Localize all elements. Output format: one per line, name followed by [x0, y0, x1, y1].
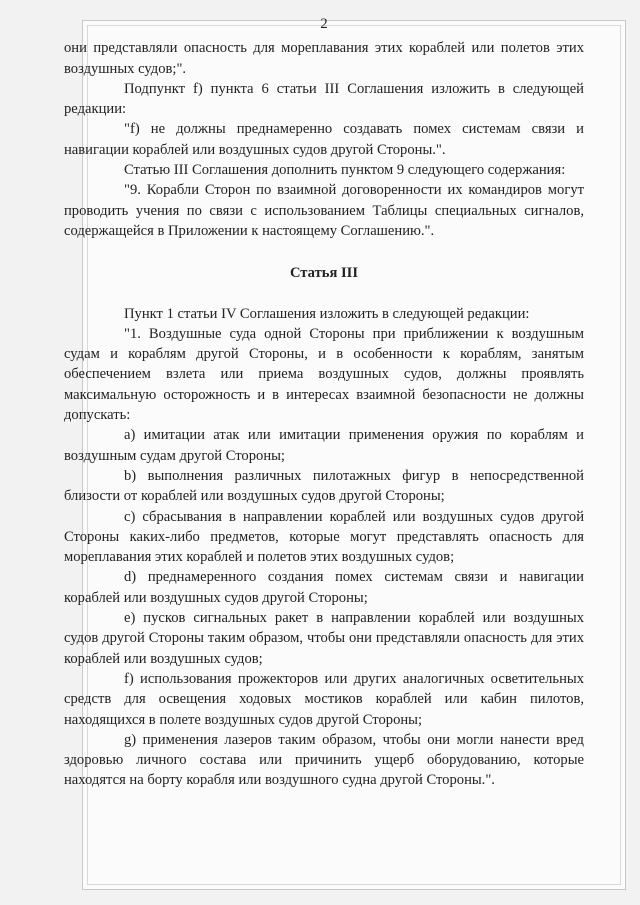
list-item: e) пусков сигнальных ракет в направлении кораблей или воздушных судов другой Стороны таким образом, чтобы они представляли опасность для этих кораблей или воздушных судов;	[64, 610, 584, 667]
list-item: d) преднамеренного создания помех системам связи и навигации кораблей или воздушных судов другой Стороны;	[64, 569, 584, 606]
paragraph: Пункт 1 статьи IV Соглашения изложить в следующей редакции:	[124, 305, 530, 322]
page-number: 2	[320, 16, 328, 32]
paragraph: Подпункт f) пункта 6 статьи III Соглашения изложить в следующей редакции:	[64, 80, 584, 118]
list-item: b) выполнения различных пилотажных фигур в непосредственной близости от кораблей или воздушных судов другой Стороны;	[64, 467, 584, 505]
paragraph: Статью III Соглашения дополнить пунктом 9 следующего содержания:	[124, 162, 566, 179]
list-item: f) использования прожекторов или других аналогичных осветительных средств для освещения ходовых мостиков кораблей или кабин пилотов, находящихся в полете воздушных судов другой Стороны;	[64, 670, 584, 728]
article-heading: Статья III	[289, 265, 359, 282]
paragraph: "9. Корабли Сторон по взаимной договоренности их командиров могут проводить учения по связи с использованием Таблицы специальных сигналов, содержащейся в Приложении к настоящему Соглашению.".	[64, 182, 584, 239]
list-item: g) применения лазеров таким образом, чтобы они могли нанести вред здоровью личного состава или причинить ущерб оборудованию, которые находятся на борту корабля или воздушного судна другой Стороны.".	[64, 731, 584, 789]
paragraph: они представляли опасность для мореплавания этих кораблей или полетов этих воздушных судов;".	[64, 40, 584, 77]
page-content	[64, 14, 584, 791]
list-item: a) имитации атак или имитации применения оружия по кораблям и воздушным судам другой Стороны;	[64, 427, 584, 464]
list-item: c) сбрасывания в направлении кораблей или воздушных судов другой Стороны каких-либо предметов, которые могут представлять опасность для мореплавания этих кораблей и полетов этих воздушных судов;	[64, 508, 584, 566]
paragraph: "1. Воздушные суда одной Стороны при приближении к воздушным судам и кораблям другой Стороны, и в особенности к кораблям, занятым обеспечением взлета или приема воздушных судов, должны проявлять максимальную осторожность и в интересах взаимной безопасности не должны допускать:	[64, 325, 584, 424]
paragraph: "f) не должны преднамеренно создавать помех системам связи и навигации кораблей или воздушных судов другой Стороны.".	[64, 121, 584, 158]
